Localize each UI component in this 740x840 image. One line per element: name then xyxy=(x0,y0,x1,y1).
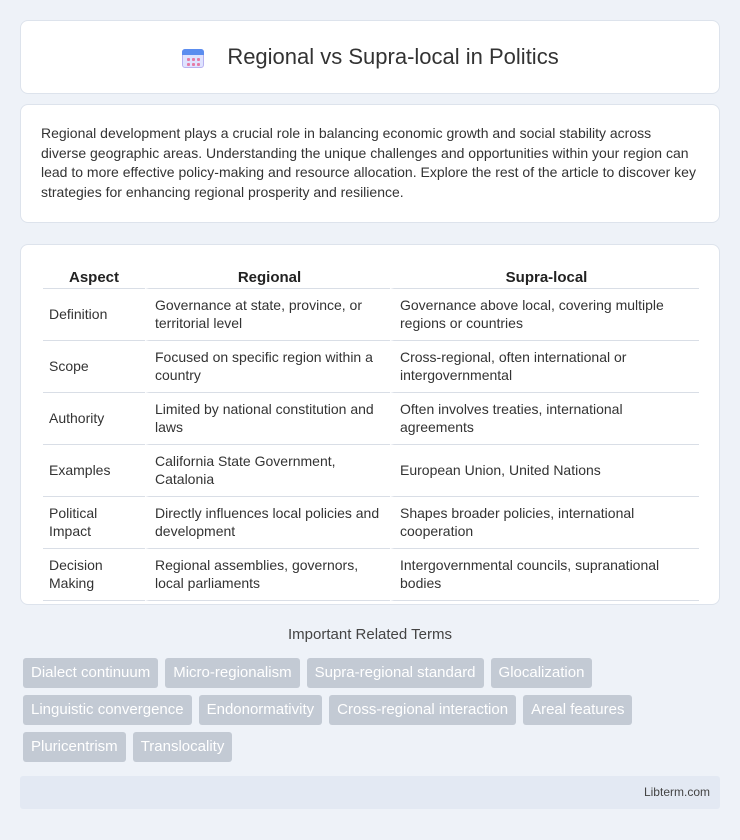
page-title: Regional vs Supra-local in Politics xyxy=(227,44,559,69)
comparison-card xyxy=(20,244,720,605)
related-term-tag[interactable]: Linguistic convergence xyxy=(23,695,192,725)
table-row xyxy=(43,393,699,445)
table-cell: European Union, United Nations xyxy=(390,445,699,497)
comparison-table xyxy=(43,265,699,601)
footer-site-link[interactable]: Libterm.com xyxy=(643,785,710,799)
related-term-tag[interactable]: Supra-regional standard xyxy=(307,658,484,688)
table-cell: Political Impact xyxy=(43,497,145,549)
related-term-tag[interactable]: Translocality xyxy=(133,732,233,762)
table-cell: Examples xyxy=(43,445,145,497)
table-cell: Scope xyxy=(43,341,145,393)
table-cell: Regional assemblies, governors, local parliaments xyxy=(145,549,390,601)
related-term-tag[interactable]: Areal features xyxy=(523,695,632,725)
table-row xyxy=(43,341,699,393)
intro-paragraph: Regional development plays a crucial role in balancing economic growth and social stability across diverse geographic areas. Understanding the unique challenges and opportunities within your region can lead to more effective policy-making and resource allocation. Explore the rest of the article to discover key strategies for enhancing regional prosperity and resilience. xyxy=(41,125,696,200)
table-cell: Directly influences local policies and development xyxy=(145,497,390,549)
table-row xyxy=(43,549,699,601)
table-cell: Governance at state, province, or territorial level xyxy=(145,289,390,341)
related-terms-heading: Important Related Terms xyxy=(288,626,452,643)
table-row xyxy=(43,497,699,549)
related-term-tag[interactable]: Micro-regionalism xyxy=(165,658,299,688)
intro-card xyxy=(20,104,720,223)
table-row xyxy=(43,445,699,497)
table-cell: Authority xyxy=(43,393,145,445)
table-header-row xyxy=(43,265,699,289)
related-term-tag[interactable]: Dialect continuum xyxy=(23,658,158,688)
related-term-tag[interactable]: Glocalization xyxy=(491,658,593,688)
table-cell: Decision Making xyxy=(43,549,145,601)
table-cell: Cross-regional, often international or intergovernmental xyxy=(390,341,699,393)
table-cell: Governance above local, covering multiple regions or countries xyxy=(390,289,699,341)
table-cell: Intergovernmental councils, supranational bodies xyxy=(390,549,699,601)
table-cell: Often involves treaties, international agreements xyxy=(390,393,699,445)
column-header-aspect: Aspect xyxy=(43,265,145,289)
related-term-tag[interactable]: Endonormativity xyxy=(199,695,323,725)
table-cell: California State Government, Catalonia xyxy=(145,445,390,497)
header-card xyxy=(20,20,720,94)
calendar-icon xyxy=(181,45,205,69)
table-cell: Focused on specific region within a country xyxy=(145,341,390,393)
column-header-supra-local: Supra-local xyxy=(390,265,699,289)
table-row xyxy=(43,289,699,341)
column-header-regional: Regional xyxy=(145,265,390,289)
related-terms-list xyxy=(23,658,703,762)
table-cell: Definition xyxy=(43,289,145,341)
related-term-tag[interactable]: Cross-regional interaction xyxy=(329,695,516,725)
footer xyxy=(20,776,720,809)
table-cell: Limited by national constitution and laws xyxy=(145,393,390,445)
table-cell: Shapes broader policies, international cooperation xyxy=(390,497,699,549)
related-term-tag[interactable]: Pluricentrism xyxy=(23,732,126,762)
